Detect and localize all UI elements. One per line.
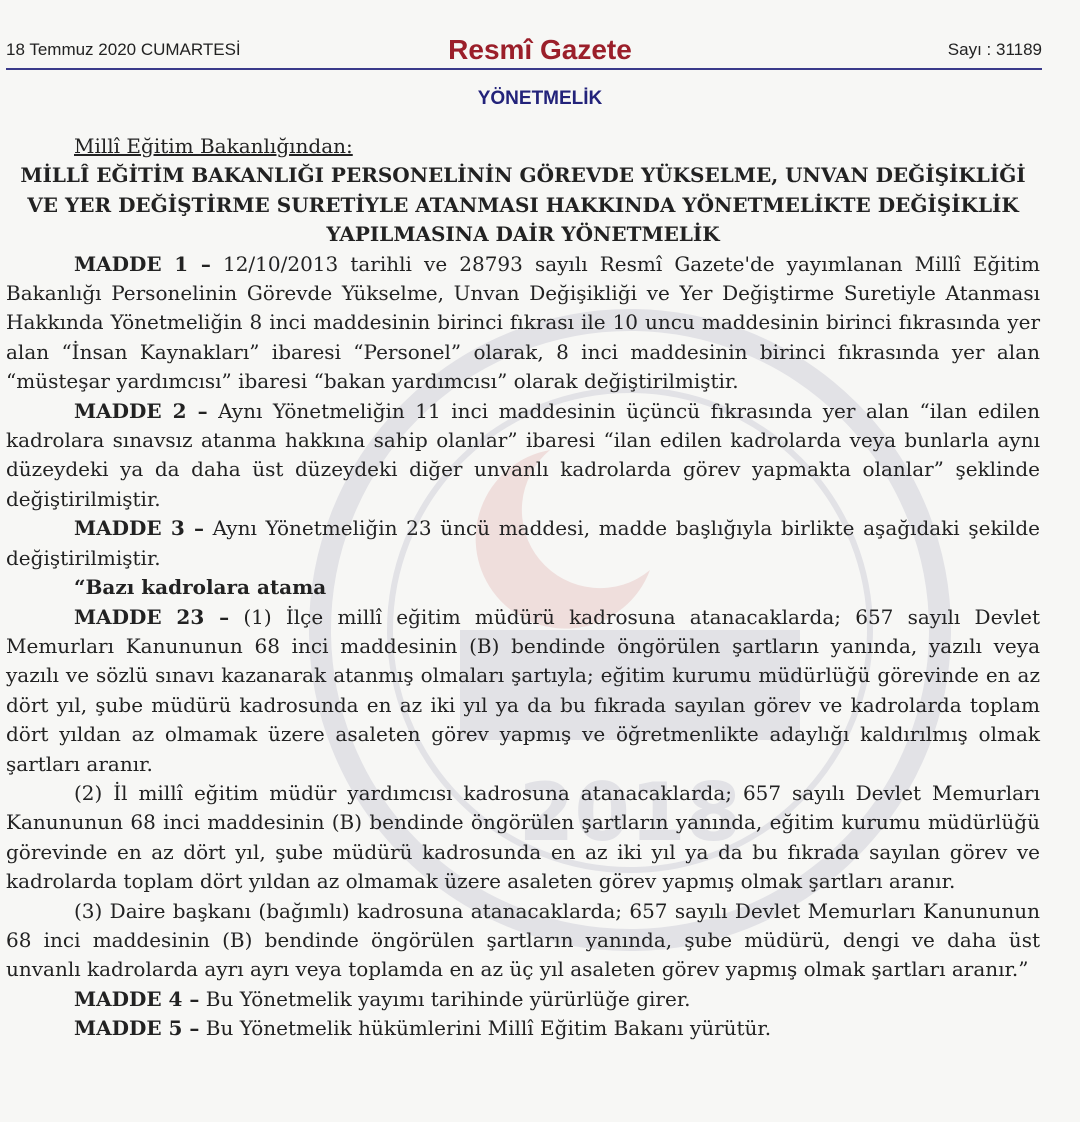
article-label: MADDE 5 – bbox=[74, 1016, 200, 1041]
ministry-name: Millî Eğitim Bakanlığından: bbox=[74, 134, 353, 158]
issue-date: 18 Temmuz 2020 CUMARTESİ bbox=[6, 40, 241, 59]
gazette-title: Resmî Gazete bbox=[448, 34, 632, 65]
issue-number: Sayı : 31189 bbox=[947, 40, 1042, 59]
regulation-body bbox=[6, 132, 1040, 1044]
article-text: (1) İlçe millî eğitim müdürü kadrosuna atanacaklarda; 657 sayılı Devlet Memurları Kanununun 68 inci maddesinin (B) bendinde öngörülen şartların yanında, yazılı veya yazılı ve sözlü sınavı kazanarak atanmış olmaları şartıyla; eğitim kurumu müdürlüğü görevinde en az dört yıl, şube müdürü kadrosunda en az iki yıl ya da bu fıkrada sayılan görev ve kadrolarda toplam dört yıldan az olmamak üzere asaleten görev yapmış ve öğretmenlikte adaylığı kaldırılmış olmak şartları aranır. bbox=[6, 604, 1040, 776]
article-1 bbox=[6, 250, 1040, 397]
article-text: Bu Yönetmelik yayımı tarihinde yürürlüğe girer. bbox=[205, 986, 691, 1011]
article-label: MADDE 4 – bbox=[74, 986, 200, 1011]
article-5 bbox=[6, 1014, 1040, 1043]
article-label: MADDE 23 – bbox=[74, 604, 230, 629]
article-3 bbox=[6, 514, 1040, 573]
article-23-p1 bbox=[6, 603, 1040, 779]
watermark-year: 2018 bbox=[518, 766, 742, 859]
gazette-header bbox=[0, 0, 1080, 72]
article-23-p2: (2) İl millî eğitim müdür yardımcısı kadrosuna atanacaklarda; 657 sayılı Devlet Memurları Kanununun 68 inci maddesinin (B) bendinde öngörülen şartların yanında, eğitim kurumu müdürlüğü görevinde en az dört yıl, şube müdürü kadrosunda en az iki yıl ya da bu fıkrada sayılan görev ve kadrolarda toplam dört yıldan az olmamak üzere asaleten görev yapmış olmak şartları aranır. bbox=[6, 780, 1040, 894]
article-text: Aynı Yönetmeliğin 11 inci maddesinin üçüncü fıkrasında yer alan “ilan edilen kadrolara sınavsız atanma hakkına sahip olanlar” ibaresi “ilan edilen kadrolarda veya bunlarla aynı düzeydeki ya da daha üst düzeydeki diğer unvanlı kadrolarda görev yapmakta olanlar” şeklinde değiştirilmiştir. bbox=[6, 398, 1040, 511]
header-rule bbox=[6, 68, 1042, 70]
section-heading: YÖNETMELİK bbox=[477, 88, 603, 109]
quoted-heading: “Bazı kadrolara atama bbox=[74, 575, 327, 600]
article-text: Aynı Yönetmeliğin 23 üncü maddesi, madde başlığıyla birlikte aşağıdaki şekilde değiştirilmiştir. bbox=[6, 516, 1040, 570]
article-label: MADDE 3 – bbox=[74, 516, 205, 541]
article-4 bbox=[6, 985, 1040, 1014]
article-label: MADDE 1 – bbox=[74, 251, 211, 276]
article-2 bbox=[6, 397, 1040, 515]
regulation-title: MİLLÎ EĞİTİM BAKANLIĞI PERSONELİNİN GÖREVDE YÜKSELME, UNVAN DEĞİŞİKLİĞİ VE YER DEĞİŞTİRME SURETİYLE ATANMASI HAKKINDA YÖNETMELİKTE DEĞİŞİKLİK YAPILMASINA DAİR YÖNETMELİK bbox=[20, 163, 1026, 247]
article-23-p3: (3) Daire başkanı (bağımlı) kadrosuna atanacaklarda; 657 sayılı Devlet Memurları Kanununun 68 inci maddesinin (B) bendinde öngörülen şartların yanında, şube müdürü, dengi ve daha üst unvanlı kadrolarda ayrı ayrı veya toplamda en az üç yıl asaleten görev yapmış olmak şartları aranır.” bbox=[6, 898, 1040, 982]
article-text: Bu Yönetmelik hükümlerini Millî Eğitim Bakanı yürütür. bbox=[205, 1016, 772, 1041]
article-label: MADDE 2 – bbox=[74, 398, 208, 423]
article-text: 12/10/2013 tarihli ve 28793 sayılı Resmî Gazete'de yayımlanan Millî Eğitim Bakanlığı Personelinin Görevde Yükselme, Unvan Değişikliği ve Yer Değiştirme Suretiyle Atanması Hakkında Yönetmeliğin 8 inci maddesinin birinci fıkrası ile 10 uncu maddesinin birinci fıkrasında yer alan “İnsan Kaynakları” ibaresi “Personel” olarak, 8 inci maddesinin birinci fıkrasında yer alan “müsteşar yardımcısı” ibaresi “bakan yardımcısı” olarak değiştirilmiştir. bbox=[6, 251, 1041, 394]
